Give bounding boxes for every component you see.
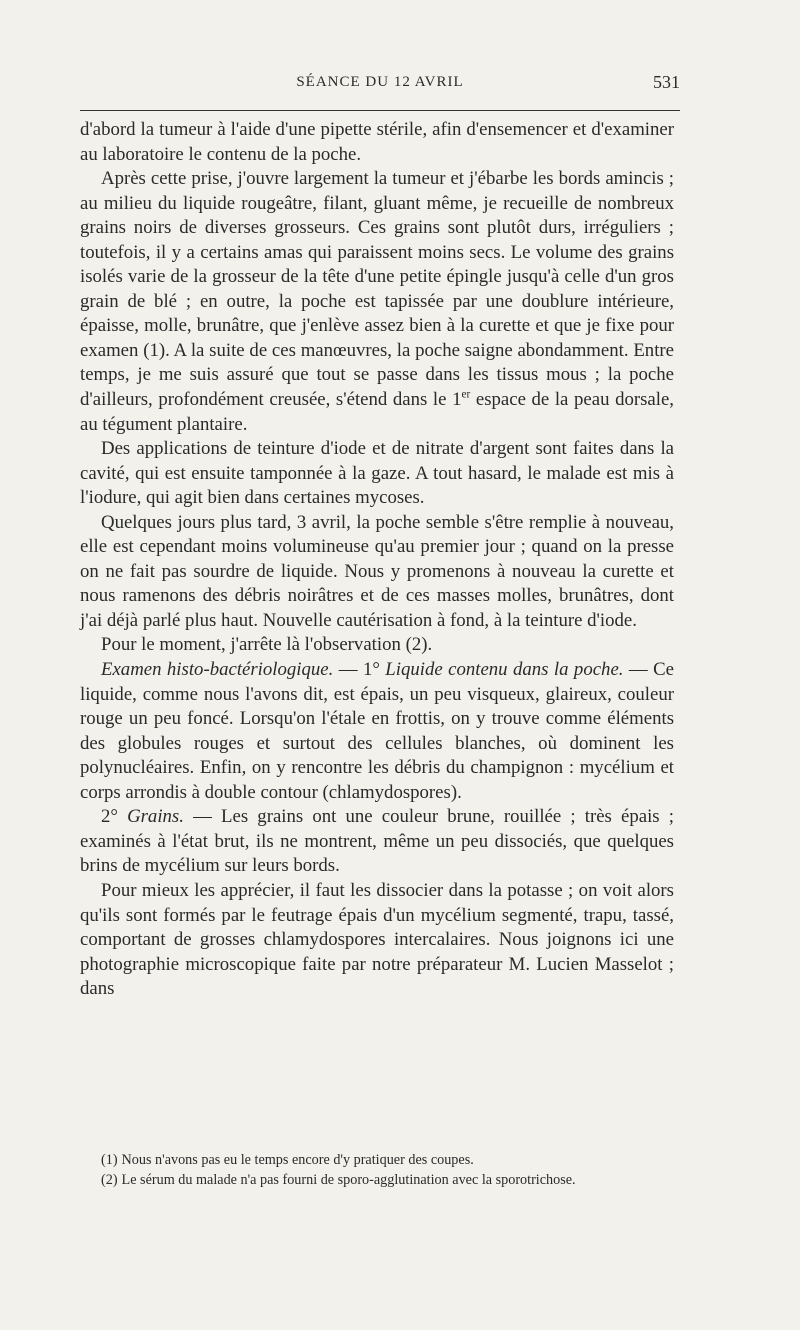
footnote-2-mark: (2)	[101, 1172, 118, 1188]
paragraph-7	[80, 805, 674, 879]
paragraph-2-text-b: . A la suite de ces manœuvres, la poche saigne abondamment. Entre temps, je me suis assuré que tout se passe dans les tissus mous ; la poche d'ailleurs, profondément creusée, s'étend dans le 1	[80, 339, 675, 411]
running-title: SÉANCE DU 12 AVRIL	[296, 74, 464, 90]
ordinal-superscript: er	[461, 388, 471, 401]
body-text	[80, 118, 674, 1002]
page-number: 531	[653, 72, 680, 92]
section-heading-exam: Examen histo-bactériologique.	[101, 659, 334, 681]
paragraph-4	[80, 511, 674, 634]
paragraph-7-text: — Les grains ont une couleur brune, rouillée ; très épais ; examinés à l'état brut, ils ne montrent, même un peu dissociés, que quelques brins de mycélium sur leurs bords.	[80, 806, 674, 877]
paragraph-6-text: — Ce liquide, comme nous l'avons dit, est épais, un peu visqueux, glaireux, couleur rouge un peu foncé. Lorsqu'on l'étale en frottis, on y trouve comme éléments des globules rouges et surtout des cellules blanches, où dominent les polynucléaires. Enfin, on y rencontre les débris du champignon : mycélium et corps arrondis à double contour (chlamydospores).	[80, 659, 674, 803]
paragraph-2-text-c: espace de la peau dorsale, au tégument plantaire.	[80, 389, 674, 435]
subsection-heading-liquid: Liquide contenu dans la poche.	[385, 659, 624, 681]
paragraph-8-text: Pour mieux les apprécier, il faut les dissocier dans la potasse ; on voit alors qu'ils sont formés par le feutrage épais d'un mycélium segmenté, trapu, tassé, comportant de grosses chlamydospores intercalaires. Nous joignons ici une photographie microscopique faite par notre préparateur M. Lucien Masselot ; dans	[80, 879, 674, 1000]
paragraph-5	[80, 633, 674, 658]
footnote-ref-1: (1)	[143, 339, 166, 361]
paragraph-3-text: Des applications de teinture d'iode et de nitrate d'argent sont faites dans la cavité, qui est ensuite tamponnée à la gaze. A tout hasard, le malade est mis à l'iodure, qui agit bien dans certaines mycoses.	[80, 438, 674, 509]
subsection-heading-grains: Grains.	[127, 806, 184, 828]
footnote-ref-2: (2)	[405, 634, 428, 656]
paragraph-4-text: Quelques jours plus tard, 3 avril, la poche semble s'être remplie à nouveau, elle est cependant moins volumineuse qu'au premier jour ; quand on la presse on ne fait pas sourdre de liquide. Nous y promenons à nouveau la curette et nous ramenons des débris noirâtres et de ces masses molles, brunâtres, dont j'ai déjà parlé plus haut. Nouvelle cautérisation à fond, à la teinture d'iode.	[80, 511, 674, 631]
footnote-2	[80, 1170, 674, 1190]
footnote-1-mark: (1)	[101, 1152, 118, 1168]
paragraph-5-text-b: .	[427, 634, 433, 656]
paragraph-3	[80, 437, 674, 511]
paragraph-2	[80, 167, 674, 437]
header-rule	[80, 110, 680, 111]
footnote-2-text: Le sérum du malade n'a pas fourni de sporo-agglutination avec la sporotrichose.	[121, 1172, 576, 1188]
footnotes	[80, 1150, 674, 1190]
paragraph-1	[80, 118, 674, 167]
paragraph-7-num: 2°	[101, 806, 128, 828]
footnote-1-text: Nous n'avons pas eu le temps encore d'y pratiquer des coupes.	[121, 1152, 474, 1168]
paragraph-6-mid: — 1°	[333, 659, 386, 681]
paragraph-6	[80, 658, 674, 805]
page-header	[80, 66, 680, 98]
footnote-1	[80, 1150, 674, 1170]
paragraph-8	[80, 879, 674, 1002]
paragraph-2-text-a: Après cette prise, j'ouvre largement la tumeur et j'ébarbe les bords amincis ; au milieu du liquide rougeâtre, filant, gluant même, je recueille de nombreux grains noirs de diverses grosseurs. Ces grains sont plutôt durs, irréguliers ; toutefois, il y a certains amas qui paraissent moins secs. Le volume des grains isolés varie de la grosseur de la tête d'une petite épingle jusqu'à celle d'un gros grain de blé ; en outre, la poche est tapissée par une doublure intérieure, épaisse, molle, brunâtre, que j'enlève assez bien à la curette et que je fixe pour examen	[80, 168, 674, 361]
paragraph-1-text: d'abord la tumeur à l'aide d'une pipette stérile, afin d'ensemencer et d'examiner au laboratoire le contenu de la poche.	[80, 119, 674, 165]
paragraph-5-text-a: Pour le moment, j'arrête là l'observation	[101, 634, 406, 656]
